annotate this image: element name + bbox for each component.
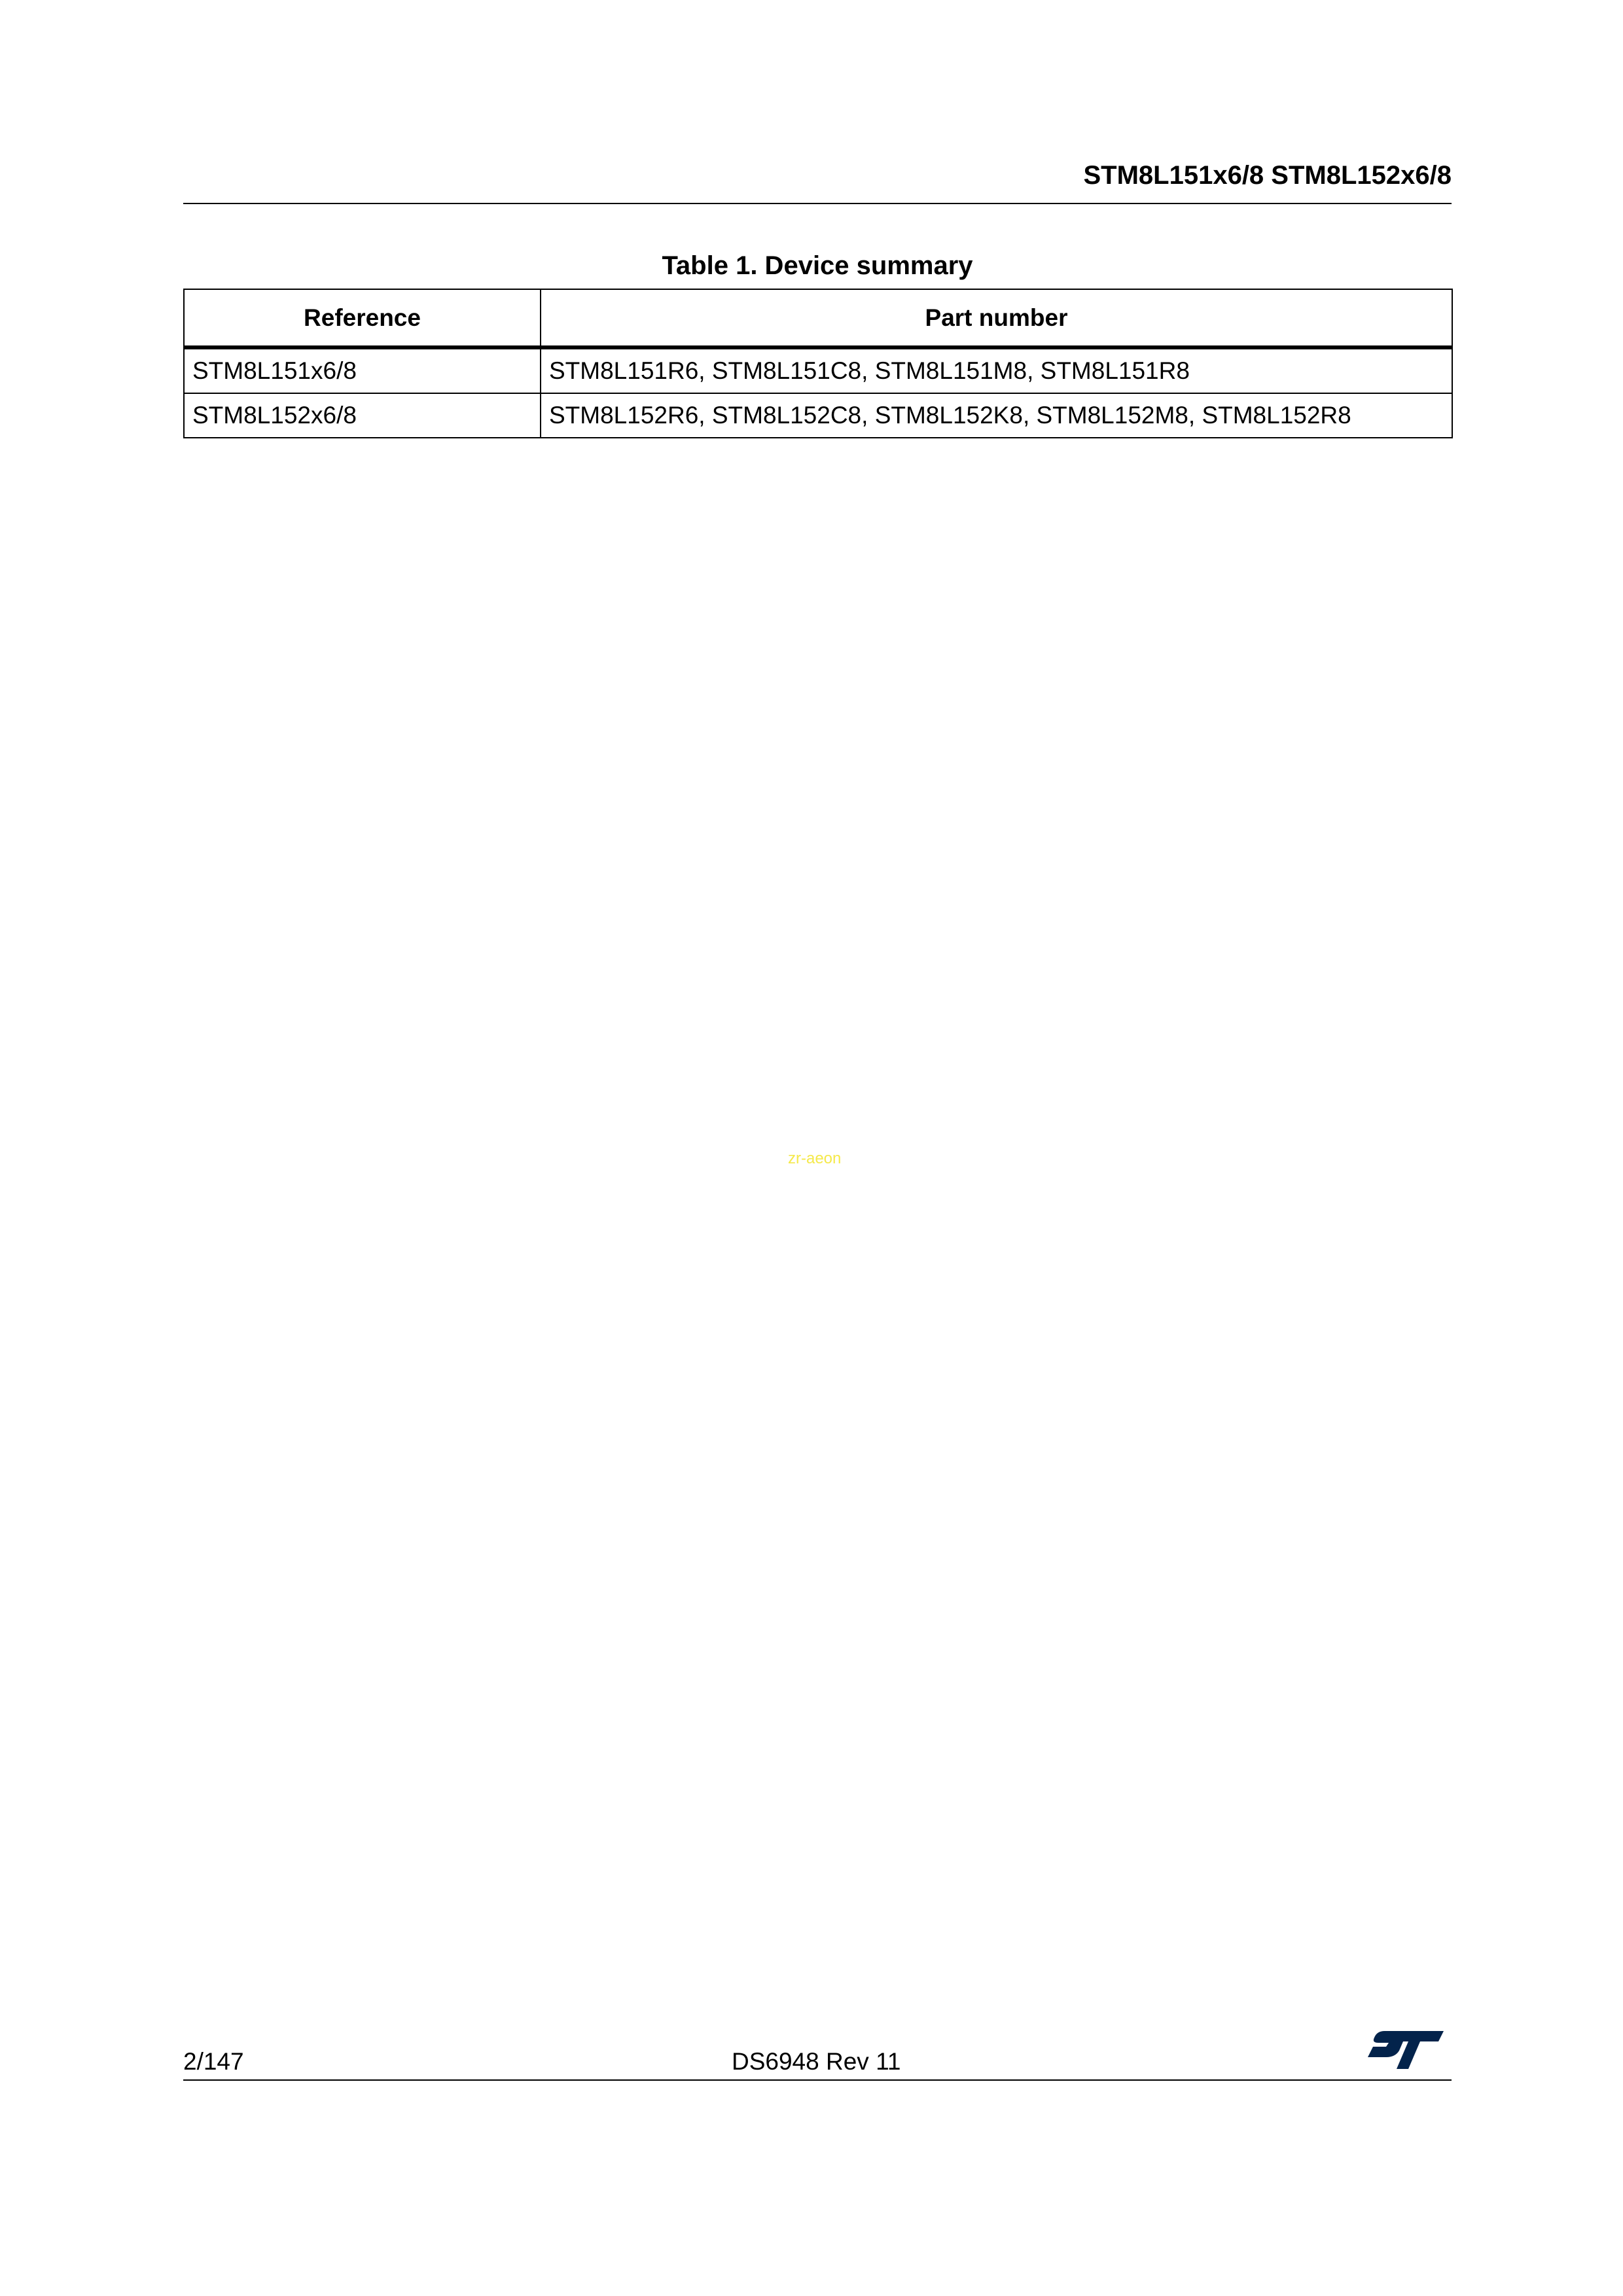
page-number: 2/147 xyxy=(183,2048,244,2075)
reference-cell: STM8L151x6/8 xyxy=(184,347,541,393)
table-row xyxy=(184,393,1452,438)
page-footer xyxy=(183,2028,1452,2081)
document-title: STM8L151x6/8 STM8L152x6/8 xyxy=(1083,161,1452,190)
table-row xyxy=(184,347,1452,393)
watermark: zr-aeon xyxy=(788,1150,842,1167)
part-number-cell: STM8L152R6, STM8L152C8, STM8L152K8, STM8L152M8, STM8L152R8 xyxy=(541,393,1452,438)
device-summary-table xyxy=(183,289,1453,438)
table-caption: Table 1. Device summary xyxy=(662,251,973,280)
column-header-reference: Reference xyxy=(184,289,541,347)
document-id: DS6948 Rev 11 xyxy=(732,2048,901,2075)
reference-cell: STM8L152x6/8 xyxy=(184,393,541,438)
page-header xyxy=(183,156,1452,204)
column-header-part-number: Part number xyxy=(541,289,1452,347)
table-header-row xyxy=(184,289,1452,347)
st-logo-icon xyxy=(1365,2028,1445,2072)
part-number-cell: STM8L151R6, STM8L151C8, STM8L151M8, STM8L151R8 xyxy=(541,347,1452,393)
